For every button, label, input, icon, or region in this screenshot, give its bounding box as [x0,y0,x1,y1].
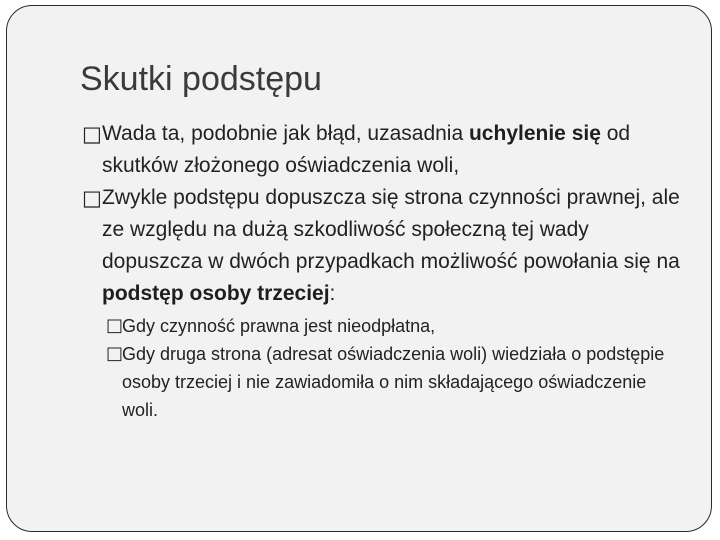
bullet-marker-icon: □ [82,186,102,210]
slide-title: Skutki podstępu [80,60,322,98]
bullet-item [82,182,682,310]
bullet-text: : [329,282,336,305]
bullet-emphasis: podstęp osoby trzeciej [102,282,330,305]
bullet-text: Zwykle podstępu dopuszcza się strona czynności prawnej, ale ze względu na dużą szkodliwość społeczną tej wady dopuszcza w dwóch przypadkach możliwość powołania się na [102,186,680,273]
bullet-text: Wada ta, podobnie jak błąd, uzasadnia [102,122,469,145]
sub-bullet-text: Gdy druga strona (adresat oświadczenia woli) wiedziała o podstępie osoby trzeciej i nie zawiadomiła o nim składającego oświadczenie woli. [122,344,665,420]
sub-bullet-text: Gdy czynność prawna jest nieodpłatna, [122,316,436,336]
sub-bullet-list [106,312,682,424]
sub-bullet-item [106,312,682,340]
sub-bullet-item [106,340,682,424]
bullet-text: od skutków złożonego oświadczenia woli, [102,122,631,177]
bullet-marker-icon: □ [82,122,102,146]
bullet-marker-icon: □ [106,343,124,364]
bullet-emphasis: uchylenie się [468,122,601,145]
bullet-item [82,118,682,182]
bullet-marker-icon: □ [106,315,124,336]
bullet-list [82,118,682,424]
